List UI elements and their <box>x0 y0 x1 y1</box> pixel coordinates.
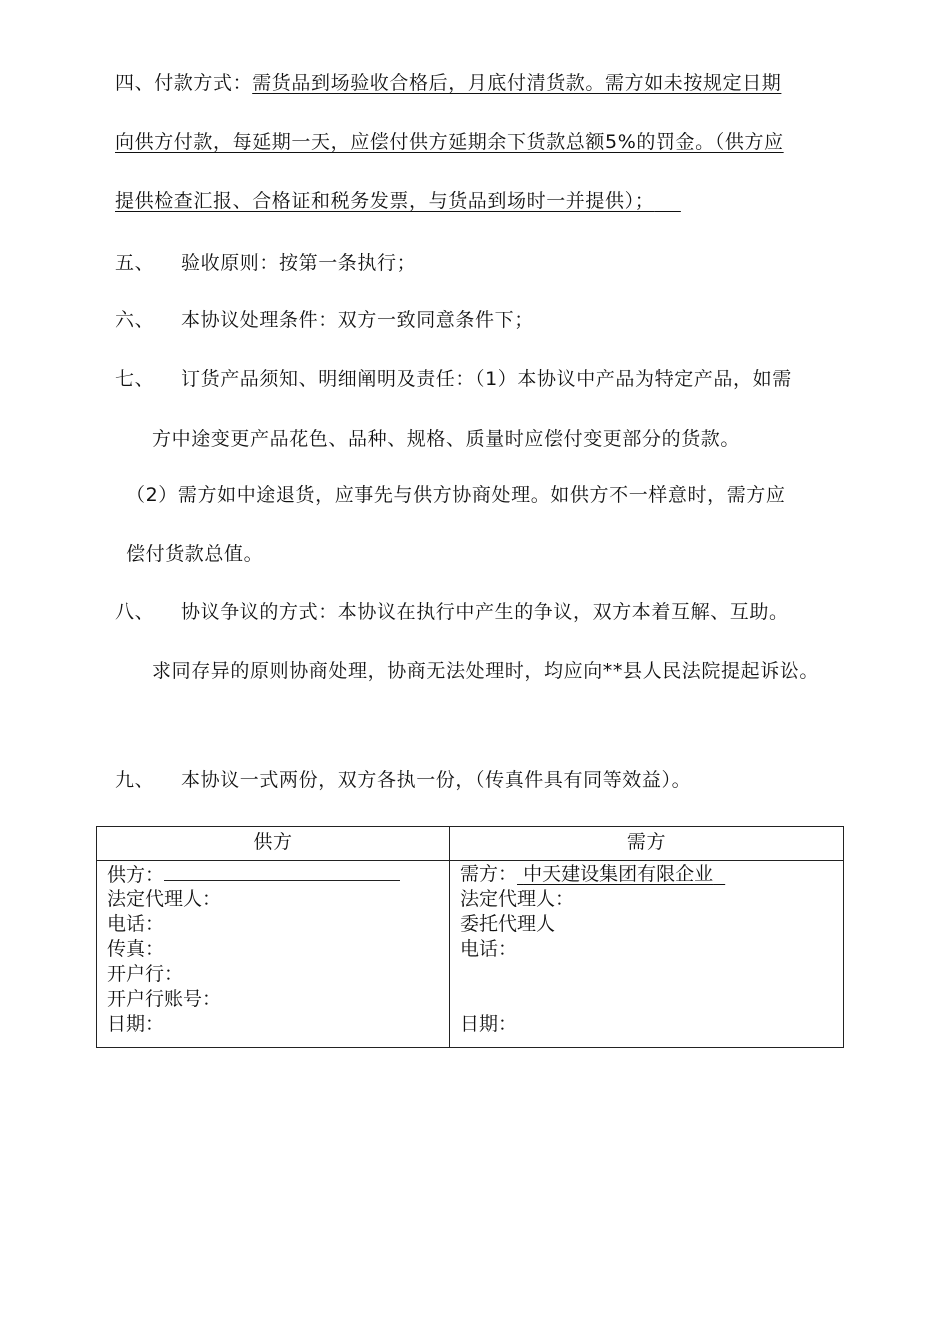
supplier-name-label: 供方： <box>107 864 165 886</box>
clause-8-line-2: 求同存异的原则协商处理，协商无法处理时，均应向**县人民法院提起诉讼。 <box>152 660 820 682</box>
clause-9 <box>115 768 691 792</box>
clause-4-heading: 四、付款方式： <box>115 72 253 94</box>
buyer-legal-rep-label: 法定代理人： <box>460 888 575 910</box>
supplier-fax-label: 传真： <box>107 938 165 960</box>
buyer-name-label: 需方： <box>460 863 518 885</box>
clause-6-number: 六、 <box>115 309 155 331</box>
supplier-phone-label: 电话： <box>107 913 165 935</box>
clause-4-line-2: 向供方付款，每延期一天，应偿付供方延期余下货款总额5%的罚金。（供方应 <box>115 131 784 153</box>
supplier-date-label: 日期： <box>107 1013 165 1035</box>
buyer-date-label: 日期： <box>460 1013 518 1035</box>
clause-7-line-4: 偿付货款总值。 <box>126 543 264 565</box>
clause-5 <box>115 251 416 275</box>
clause-4-text-3: 提供检查汇报、合格证和税务发票，与货品到场时一并提供）； <box>115 190 655 212</box>
buyer-name-value: 中天建设集团有限企业 <box>523 863 714 885</box>
clause-5-text: 验收原则：按第一条执行； <box>181 252 417 274</box>
supplier-column-header: 供方 <box>253 831 293 853</box>
clause-4-line-3 <box>115 189 681 213</box>
buyer-name-row <box>460 862 725 887</box>
clause-4-line-1 <box>115 71 781 95</box>
supplier-name-blank[interactable] <box>164 862 400 881</box>
supplier-bank-label: 开户行： <box>107 963 184 985</box>
clause-7-line-3: （2）需方如中途退货，应事先与供方协商处理。如供方不一样意时，需方应 <box>126 484 786 506</box>
clause-5-number: 五、 <box>115 252 155 274</box>
clause-8-line-1 <box>115 600 789 624</box>
clause-7-text-1: 订货产品须知、明细阐明及责任：（1）本协议中产品为特定产品，如需 <box>181 368 792 390</box>
clause-9-number: 九、 <box>115 769 155 791</box>
buyer-column-header: 需方 <box>626 831 667 853</box>
clause-8-number: 八、 <box>115 601 155 623</box>
clause-9-text: 本协议一式两份，双方各执一份，（传真件具有同等效益）。 <box>181 769 692 791</box>
supplier-legal-rep-label: 法定代理人： <box>107 888 222 910</box>
clause-6 <box>115 308 534 332</box>
clause-8-text-1: 协议争议的方式：本协议在执行中产生的争议，双方本着互解、互助。 <box>181 601 789 623</box>
clause-7-line-1 <box>115 367 792 391</box>
supplier-name-row <box>107 862 400 888</box>
clause-7-number: 七、 <box>115 368 155 390</box>
clause-6-text: 本协议处理条件：双方一致同意条件下； <box>181 309 534 331</box>
signature-table <box>96 826 844 1048</box>
supplier-account-label: 开户行账号： <box>107 988 222 1010</box>
clause-7-line-2: 方中途变更产品花色、品种、规格、质量时应偿付变更部分的货款。 <box>152 428 741 450</box>
clause-4-text-1: 需货品到场验收合格后，月底付清货款。需方如未按规定日期 <box>252 72 782 94</box>
buyer-phone-label: 电话： <box>460 938 518 960</box>
buyer-agent-label: 委托代理人 <box>460 913 556 935</box>
